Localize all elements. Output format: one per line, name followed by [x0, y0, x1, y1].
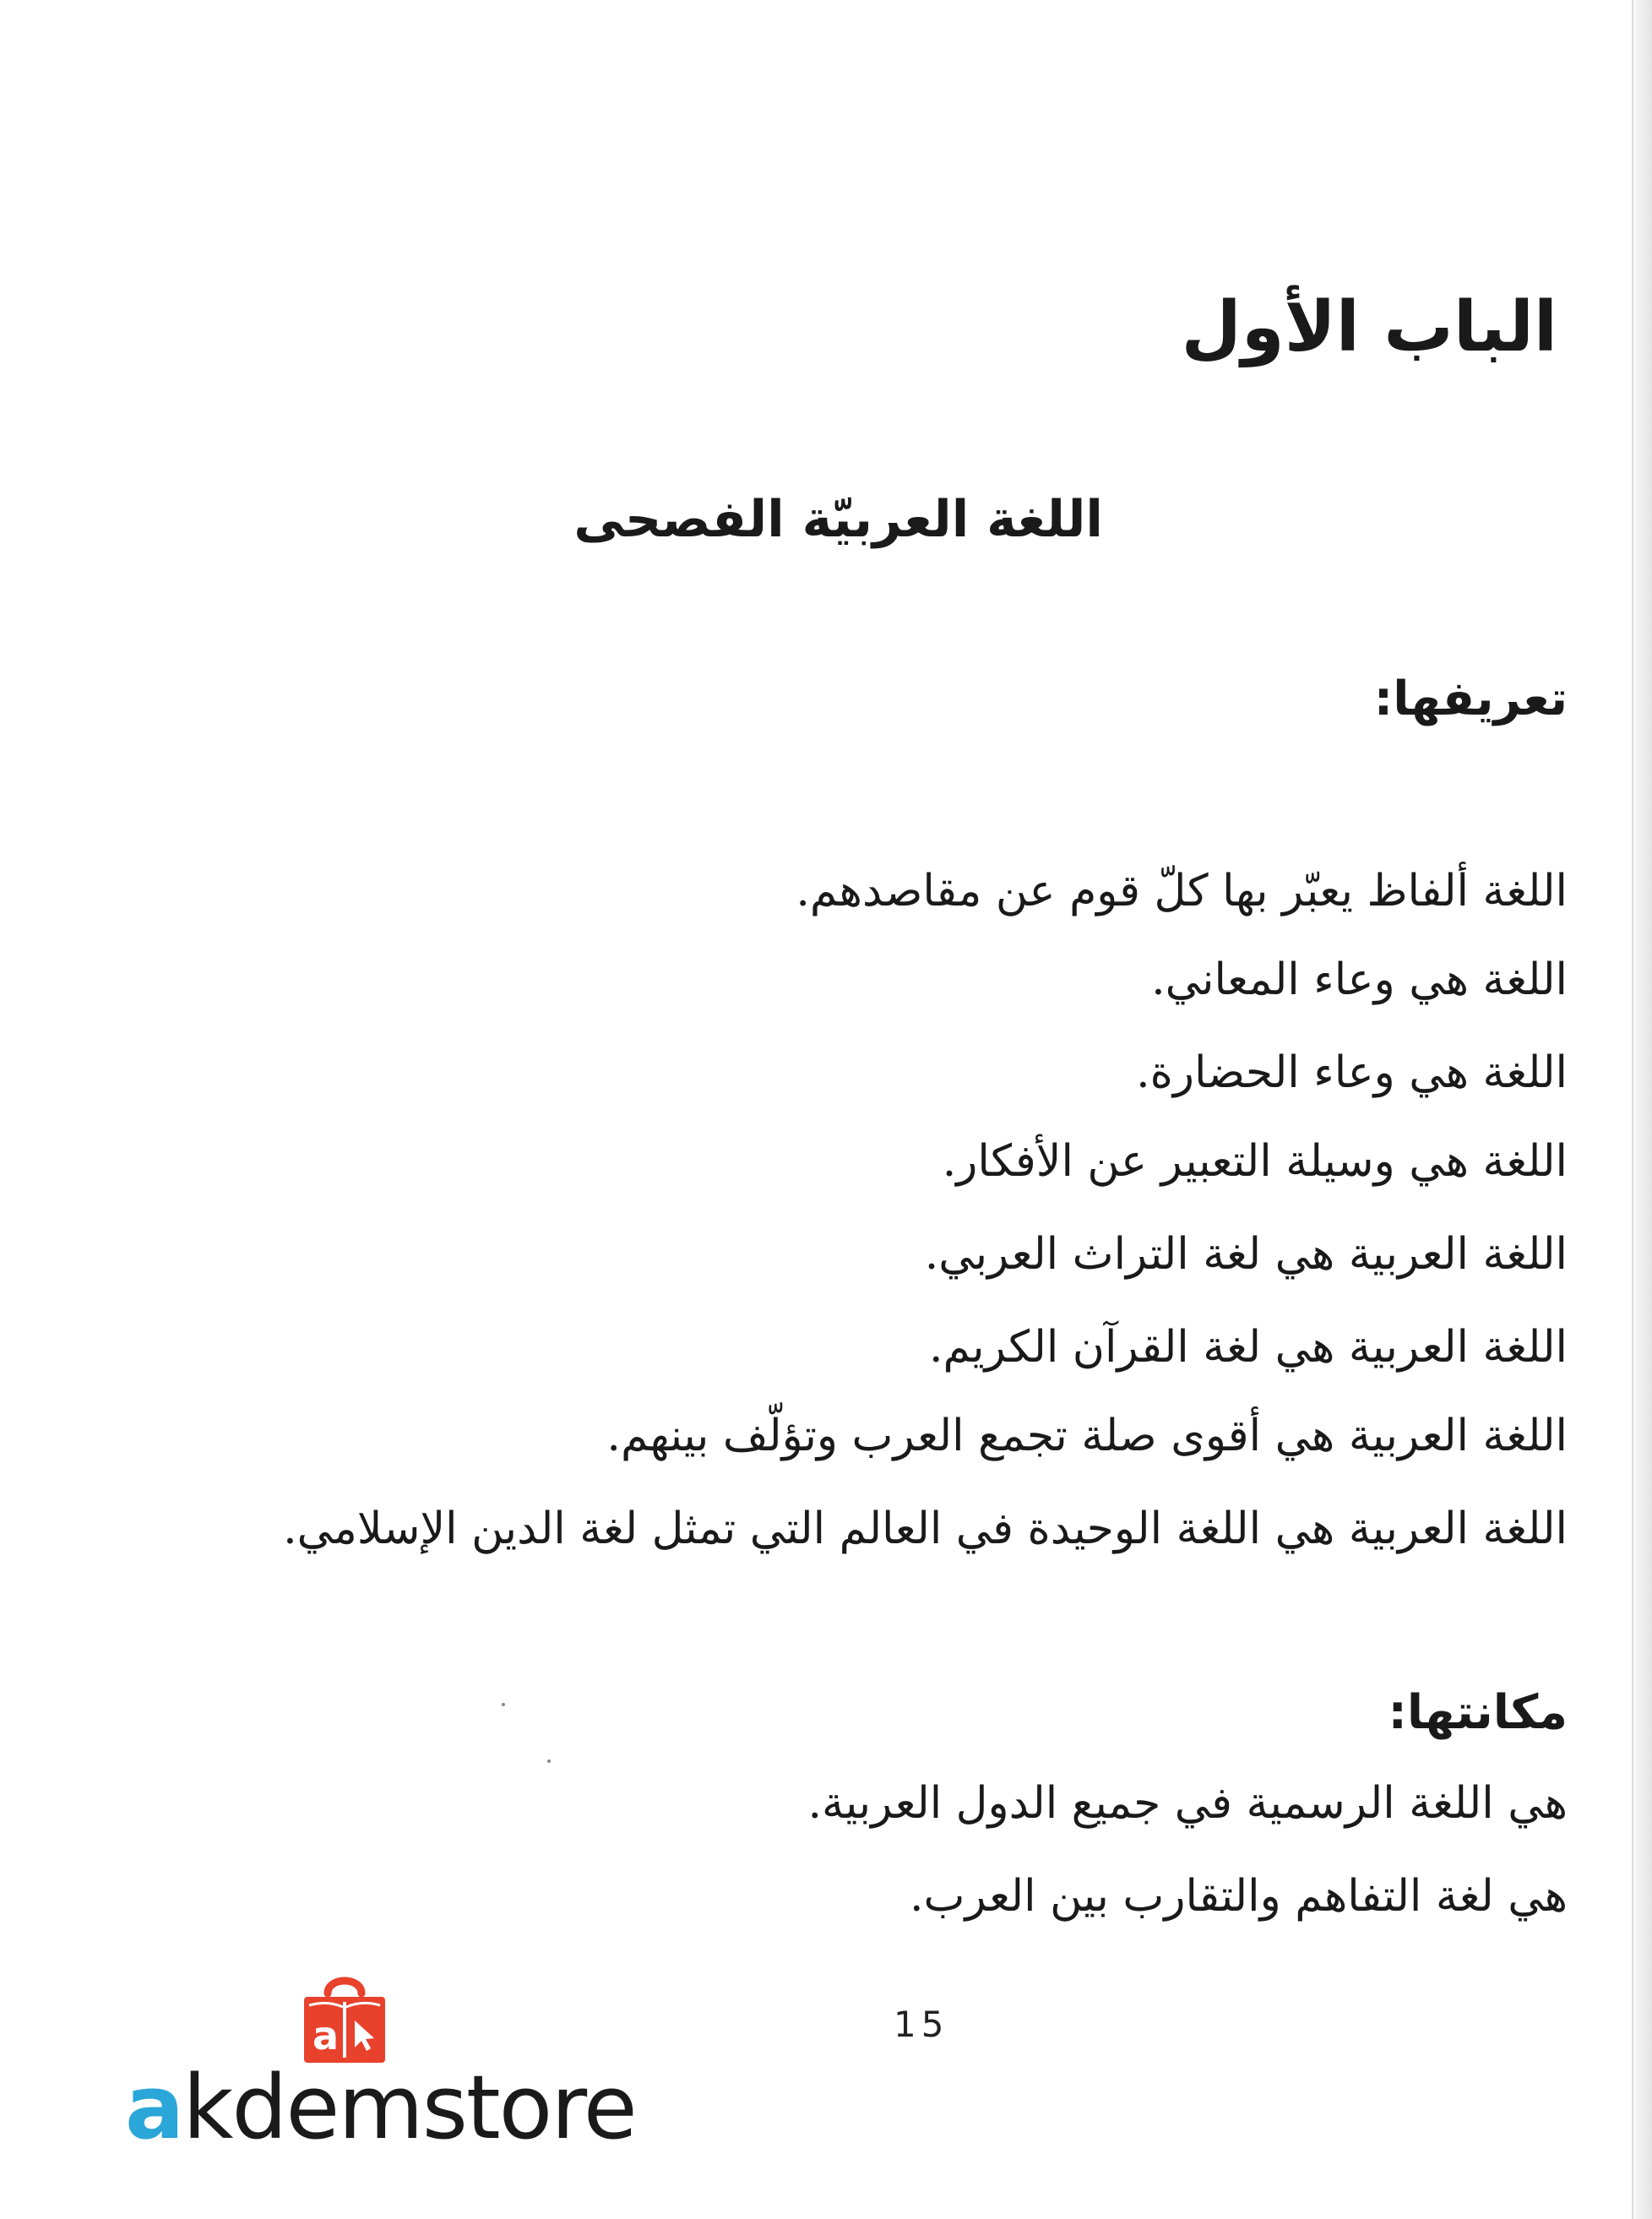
- logo-text-rest: kdemstore: [182, 2056, 636, 2159]
- page-number: 15: [894, 2004, 949, 2045]
- page-edge-line: [1632, 0, 1633, 2219]
- definition-line-4: اللغة هي وسيلة التعبير عن الأفكار.: [942, 1136, 1568, 1187]
- status-line-1: هي اللغة الرسمية في جميع الدول العربية.: [807, 1778, 1568, 1829]
- definition-line-6: اللغة العربية هي لغة القرآن الكريم.: [928, 1322, 1568, 1373]
- chapter-title: الباب الأول: [1181, 287, 1557, 367]
- scan-speck: [547, 1759, 551, 1763]
- status-line-2: هي لغة التفاهم والتقارب بين العرب.: [910, 1871, 1568, 1922]
- section-title: اللغة العربيّة الفصحى: [573, 490, 1103, 549]
- store-bag-logo-icon: [296, 1968, 394, 2066]
- status-heading: مكانتها:: [1388, 1685, 1568, 1740]
- scan-speck: [502, 1703, 505, 1706]
- definition-line-2: اللغة هي وعاء المعاني.: [1151, 954, 1568, 1005]
- akdemstore-watermark: [125, 2056, 636, 2159]
- definition-heading: تعريفها:: [1373, 672, 1568, 726]
- definition-line-8: اللغة العربية هي اللغة الوحيدة في العالم التي تمثل لغة الدين الإسلامي.: [283, 1504, 1568, 1554]
- definition-line-5: اللغة العربية هي لغة التراث العربي.: [924, 1229, 1568, 1280]
- definition-line-1: اللغة ألفاظ يعبّر بها كلّ قوم عن مقاصدهم.: [796, 866, 1568, 916]
- logo-icon-letter: a: [312, 2013, 340, 2059]
- definition-line-3: اللغة هي وعاء الحضارة.: [1136, 1047, 1568, 1098]
- definition-line-7: اللغة العربية هي أقوى صلة تجمع العرب وتؤلّف بينهم.: [606, 1411, 1568, 1461]
- logo-accent-letter: a: [125, 2056, 183, 2159]
